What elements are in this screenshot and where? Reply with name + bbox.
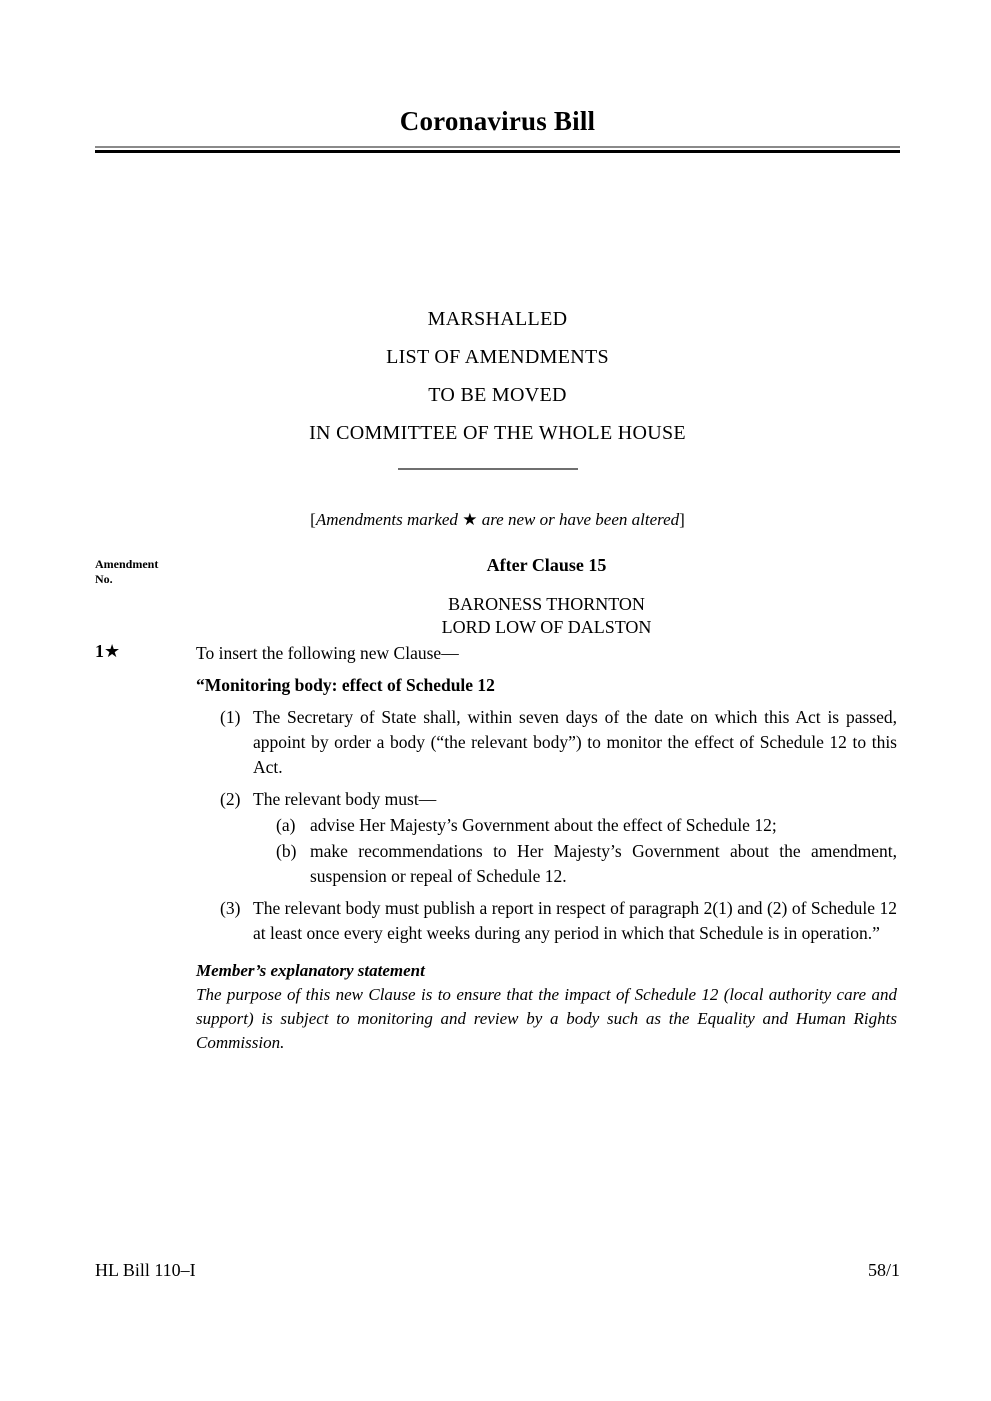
footer-bill-reference: HL Bill 110–I — [95, 1260, 196, 1280]
star-note-close-bracket: ] — [679, 510, 685, 529]
paragraph-text-1: The Secretary of State shall, within seven days of the date on which this Act is passed, appoint by order a body (“the relevant body”) to monitor the effect of Schedule 12 to this Act. — [253, 707, 897, 777]
explanatory-statement-title: Member’s explanatory statement — [196, 961, 425, 980]
amendment-no-label-line2: No. — [95, 572, 113, 586]
header-rule-thick — [95, 150, 900, 153]
star-note-open-bracket: [ — [310, 510, 316, 529]
heading-line-list-of-amendments: LIST OF AMENDMENTS — [386, 346, 609, 368]
amendment-star-icon: ★ — [104, 641, 121, 661]
section-divider-rule — [398, 468, 578, 470]
subparagraph-text-2b: make recommendations to Her Majesty’s Government about the amendment, suspension or repeal of Schedule 12. — [310, 841, 897, 886]
page-title: Coronavirus Bill — [399, 106, 596, 136]
clause-paragraph-3 — [196, 896, 897, 946]
subparagraph-text-2a: advise Her Majesty’s Government about the effect of Schedule 12; — [310, 815, 777, 835]
heading-line-in-committee: IN COMMITTEE OF THE WHOLE HOUSE — [309, 422, 686, 444]
amendment-sponsors — [196, 593, 897, 639]
subparagraph-marker-2a: (a) — [276, 815, 296, 835]
heading-line-to-be-moved: TO BE MOVED — [428, 384, 567, 406]
clause-paragraph-2 — [196, 787, 897, 812]
sponsor-name-2: LORD LOW OF DALSTON — [441, 617, 652, 637]
marshalled-heading-block — [95, 300, 900, 452]
star-note-text-before: Amendments marked — [315, 510, 463, 529]
amendment-body — [196, 641, 897, 946]
amendment-no-column-label — [95, 557, 195, 587]
amendment-lead-in: To insert the following new Clause— — [196, 643, 459, 663]
subparagraph-marker-2b: (b) — [276, 841, 297, 861]
star-note-text-after: are new or have been altered — [477, 510, 680, 529]
explanatory-statement-text: The purpose of this new Clause is to ensure that the impact of Schedule 12 (local authority care and support) is subject to monitoring and review by a body such as the Equality and Human Rights Commission. — [196, 985, 897, 1052]
heading-line-marshalled: MARSHALLED — [427, 308, 568, 330]
explanatory-statement — [196, 959, 897, 1055]
footer-page-number: 58/1 — [867, 1260, 900, 1280]
header-double-rule — [95, 146, 900, 153]
paragraph-marker-2: (2) — [220, 789, 241, 809]
clause-subparagraph-2a — [196, 813, 897, 838]
paragraph-text-3: The relevant body must publish a report in respect of paragraph 2(1) and (2) of Schedule 12 at least once every eight weeks during any period in which that Schedule is in operation.” — [253, 898, 897, 943]
amendment-position-heading: After Clause 15 — [486, 555, 607, 575]
sponsor-name-1: BARONESS THORNTON — [448, 594, 645, 614]
paragraph-text-2: The relevant body must— — [253, 789, 437, 809]
paragraph-marker-3: (3) — [220, 898, 241, 918]
clause-subparagraph-2b — [196, 839, 897, 889]
star-note — [95, 510, 900, 530]
amendment-no-label-line1: Amendment — [95, 557, 159, 571]
amendment-number — [95, 641, 120, 662]
new-clause-title: “Monitoring body: effect of Schedule 12 — [196, 675, 495, 695]
star-icon: ★ — [462, 510, 478, 529]
paragraph-marker-1: (1) — [220, 707, 241, 727]
amendment-number-value: 1 — [95, 641, 104, 661]
clause-paragraph-1 — [196, 705, 897, 780]
